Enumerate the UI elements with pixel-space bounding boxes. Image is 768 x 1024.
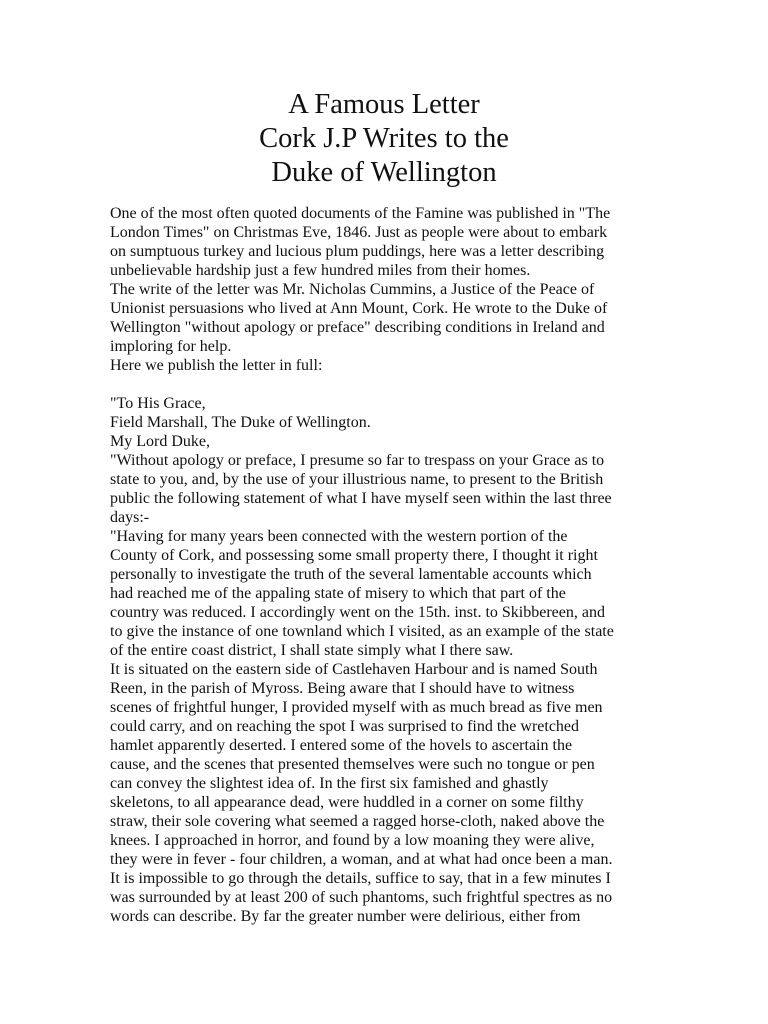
text-line: "To His Grace,	[110, 395, 206, 412]
text-line: on sumptuous turkey and lucious plum puddings, here was a letter describing	[110, 243, 605, 260]
text-line: straw, their sole covering what seemed a ragged horse-cloth, naked above the	[110, 813, 605, 830]
paragraph-gap	[110, 375, 670, 394]
text-line: imploring for help.	[110, 338, 232, 355]
text-line: Here we publish the letter in full:	[110, 357, 323, 374]
text-line: words can describe. By far the greater number were delirious, either from	[110, 908, 581, 925]
text-line: One of the most often quoted documents of the Famine was published in "The	[110, 205, 611, 222]
text-line: "Having for many years been connected with the western portion of the	[110, 528, 568, 545]
text-line: Reen, in the parish of Myross. Being aware that I should have to witness	[110, 680, 575, 697]
text-line: County of Cork, and possessing some small property there, I thought it right	[110, 547, 598, 564]
title-line-1: A Famous Letter	[288, 89, 480, 120]
title-line-3: Duke of Wellington	[271, 157, 497, 188]
letter-text	[110, 394, 670, 926]
title-line-2: Cork J.P Writes to the	[259, 123, 509, 154]
document-body	[110, 204, 670, 926]
text-line: My Lord Duke,	[110, 433, 210, 450]
text-line: personally to investigate the truth of the several lamentable accounts which	[110, 566, 592, 583]
text-line: to give the instance of one townland which I visited, as an example of the state	[110, 623, 614, 640]
text-line: unbelievable hardship just a few hundred miles from their homes.	[110, 262, 531, 279]
text-line: they were in fever - four children, a woman, and at what had once been a man.	[110, 851, 613, 868]
text-line: country was reduced. I accordingly went on the 15th. inst. to Skibbereen, and	[110, 604, 605, 621]
text-line: Wellington "without apology or preface" describing conditions in Ireland and	[110, 319, 605, 336]
text-line: can convey the slightest idea of. In the first six famished and ghastly	[110, 775, 549, 792]
text-line: hamlet apparently deserted. I entered some of the hovels to ascertain the	[110, 737, 573, 754]
document-title	[0, 88, 768, 190]
text-line: It is situated on the eastern side of Castlehaven Harbour and is named South	[110, 661, 598, 678]
intro-paragraphs	[110, 204, 670, 375]
text-line: was surrounded by at least 200 of such phantoms, such frightful spectres as no	[110, 889, 613, 906]
text-line: of the entire coast district, I shall state simply what I there saw.	[110, 642, 514, 659]
text-line: Unionist persuasions who lived at Ann Mount, Cork. He wrote to the Duke of	[110, 300, 608, 317]
text-line: had reached me of the appaling state of misery to which that part of the	[110, 585, 566, 602]
text-line: cause, and the scenes that presented themselves were such no tongue or pen	[110, 756, 595, 773]
text-line: Field Marshall, The Duke of Wellington.	[110, 414, 371, 431]
text-line: days:-	[110, 509, 150, 526]
text-line: scenes of frightful hunger, I provided myself with as much bread as five men	[110, 699, 603, 716]
text-line: public the following statement of what I have myself seen within the last three	[110, 490, 612, 507]
text-line: skeletons, to all appearance dead, were huddled in a corner on some filthy	[110, 794, 584, 811]
text-line: knees. I approached in horror, and found by a low moaning they were alive,	[110, 832, 595, 849]
text-line: London Times" on Christmas Eve, 1846. Just as people were about to embark	[110, 224, 608, 241]
text-line: The write of the letter was Mr. Nicholas Cummins, a Justice of the Peace of	[110, 281, 595, 298]
text-line: state to you, and, by the use of your illustrious name, to present to the British	[110, 471, 604, 488]
text-line: "Without apology or preface, I presume so far to trespass on your Grace as to	[110, 452, 605, 469]
text-line: It is impossible to go through the details, suffice to say, that in a few minutes I	[110, 870, 611, 887]
text-line: could carry, and on reaching the spot I was surprised to find the wretched	[110, 718, 580, 735]
